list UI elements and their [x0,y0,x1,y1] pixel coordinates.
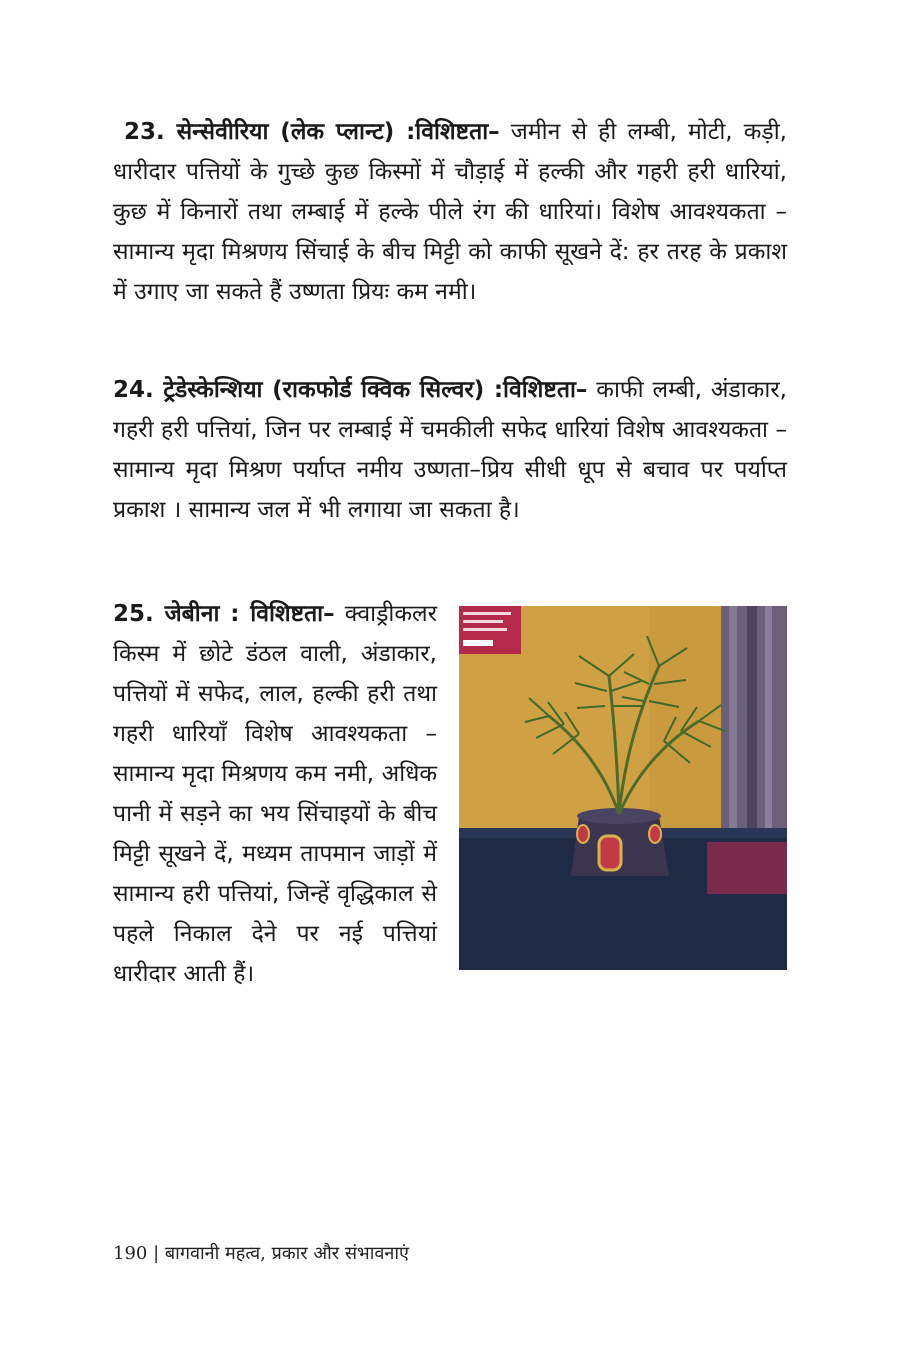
section-body: काफी लम्बी, अंडाकार, गहरी हरी पत्तियां, जिन पर लम्बाई में चमकीली सफेद धारियां विशेष आवश्यकता – सामान्य मृदा मिश्रण पर्याप्त नमीय उष्णता–प्रिय सीधी धूप से बचाव पर पर्याप्त प्रकाश । सामान्य जल में भी लगाया जा सकता है। [113,377,787,523]
section-24 [113,370,787,530]
section-body: जमीन से ही लम्बी, मोटी, कड़ी, धारीदार पत्तियों के गुच्छे कुछ किस्मों में चौड़ाई में हल्की और गहरी हरी धारियां, कुछ में किनारों तथा लम्बाई में हल्के पीले रंग की धारियां। विशेष आवश्यकता – सामान्य मृदा मिश्रणय सिंचाई के बीच मिट्टी को काफी सूखने दें: हर तरह के प्रकाश में उगाए जा सकते हैं उष्णता प्रियः कम नमी। [113,119,787,305]
section-23 [113,112,787,312]
page-number: 190 [113,1243,148,1264]
footer-separator: | [153,1243,160,1264]
section-heading: 23. सेन्सेवीरिया (लेक प्लान्ट) :विशिष्टता– [124,119,500,145]
section-heading: 25. जेबीना : विशिष्टता– [113,601,335,627]
section-heading: 24. ट्रेडेस्केन्शिया (राकफोर्ड क्विक सिल्वर) :विशिष्टता– [113,377,588,403]
book-title: बागवानी महत्व, प्रकार और संभावनाएं [164,1243,409,1264]
potted-palm-photo [459,606,787,970]
plant-photo-illustration [459,606,787,970]
section-body: क्वाड्रीकलर किस्म में छोटे डंठल वाली, अंडाकार, पत्तियों में सफेद, लाल, हल्की हरी तथा गहरी धारियाँ विशेष आवश्यकता – सामान्य मृदा मिश्रणय कम नमी, अधिक पानी में सड़ने का भय सिंचाइयों के बीच मिट्टी सूखने दें, मध्यम तापमान जाड़ों में सामान्य हरी पत्तियां, जिन्हें वृद्धिकाल से पहले निकाल देने पर नई पत्तियां धारीदार आती हैं। [113,601,437,987]
section-25 [113,594,787,994]
page-footer [113,1241,409,1265]
